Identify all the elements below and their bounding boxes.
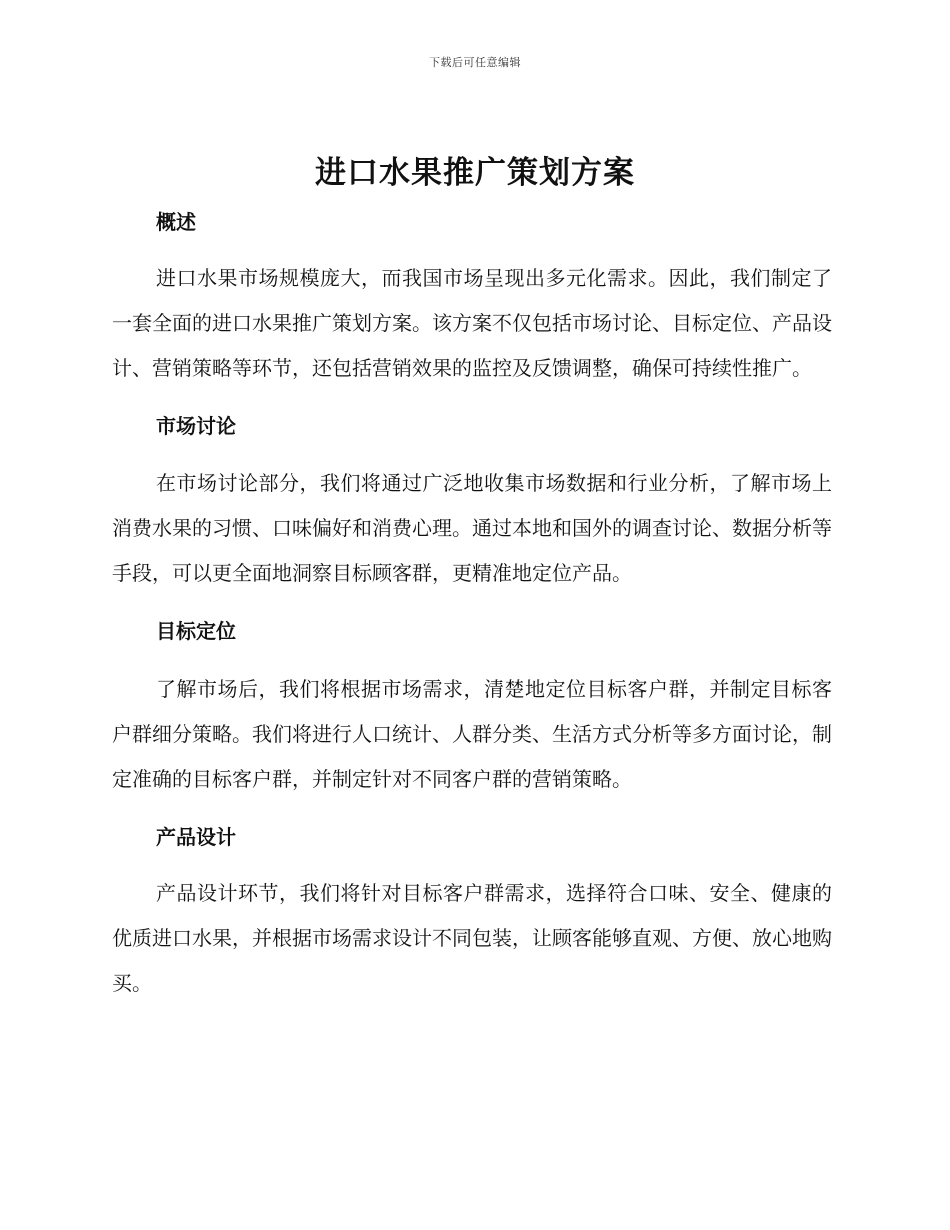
- section-heading-overview: 概述: [156, 210, 196, 234]
- section-paragraph-target-positioning: 了解市场后，我们将根据市场需求，清楚地定位目标客户群，并制定目标客户群细分策略。我们将进行人口统计、人群分类、生活方式分析等多方面讨论，制定准确的目标客户群，并制定针对不同客户群的营销策略。: [112, 677, 832, 791]
- section-heading-market-discussion: 市场讨论: [156, 414, 236, 438]
- header-note: 下载后可任意编辑: [429, 56, 521, 69]
- section-paragraph-market-discussion: 在市场讨论部分，我们将通过广泛地收集市场数据和行业分析，了解市场上消费水果的习惯、口味偏好和消费心理。通过本地和国外的调查讨论、数据分析等手段，可以更全面地洞察目标顾客群，更精准地定位产品。: [112, 471, 832, 585]
- section-paragraph-overview: 进口水果市场规模庞大，而我国市场呈现出多元化需求。因此，我们制定了一套全面的进口水果推广策划方案。该方案不仅包括市场讨论、目标定位、产品设计、营销策略等环节，还包括营销效果的监控及反馈调整，确保可持续性推广。: [112, 266, 832, 380]
- section-heading-product-design: 产品设计: [156, 825, 236, 849]
- document-body: [112, 200, 832, 1006]
- section-paragraph-product-design: 产品设计环节，我们将针对目标客户群需求，选择符合口味、安全、健康的优质进口水果，并根据市场需求设计不同包装，让顾客能够直观、方便、放心地购买。: [112, 881, 832, 995]
- document-title: 进口水果推广策划方案: [315, 155, 635, 191]
- section-heading-target-positioning: 目标定位: [156, 619, 236, 643]
